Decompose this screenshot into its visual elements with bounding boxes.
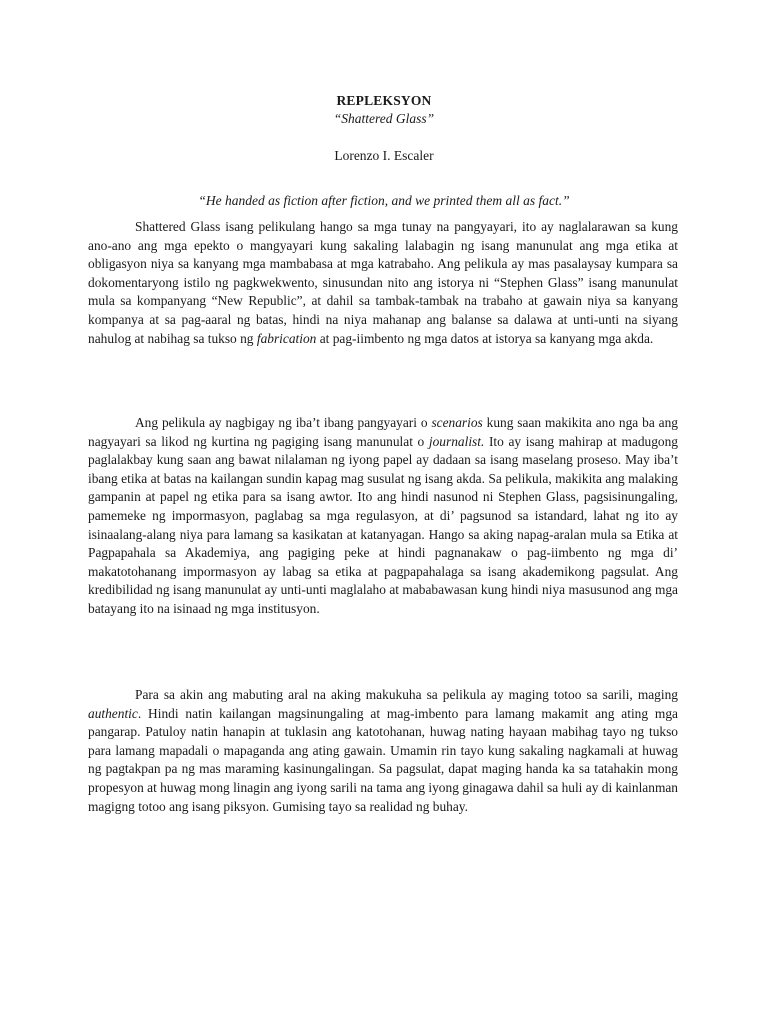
emphasis-text: fabrication xyxy=(256,330,317,346)
paragraph-text: at pag-iimbento ng mga datos at istorya sa kanyang mga akda. xyxy=(316,330,654,346)
author-name: Lorenzo I. Escaler xyxy=(334,148,434,163)
paragraph-3 xyxy=(88,686,678,816)
paragraph-text: . Hindi natin kailangan magsinungaling at mag-imbento para lamang makamit ang ating mga pangarap. Patuloy natin hanapin at tuklasin ang katotohanan, huwag nating hayaan mabihag tayo ng tukso para lamang mapadali o mapaganda ang ating gawain. Umamin rin tayo kung sakaling nagkamali at huwag ng pagtakpan pa ng mas maraming kasinungalingan. Sa pagsulat, dapat maging handa ka sa tatahakin mong propesyon at huwag mong linagin ang iyong sarili na tama ang iyong ginagawa dahil sa huli ay di kainlanman magigng totoo ang isang piksyon. Gumising tayo sa realidad ng buhay. xyxy=(88,705,678,814)
emphasis-text: authentic xyxy=(88,705,138,721)
paragraph-text: Ito ay isang mahirap at madugong paglalakbay kung saan ang bawat nilalaman ng iyong papel ay dadaan sa isang maselang proseso. May iba’t ibang etika at batas na kailangan sundin kapag mag susulat ng isang akda. Sa pelikula, makikita ang malaking gampanin at papel ng etika para sa isang awtor. Ito ang hindi nasunod ni Stephen Glass, pagsisinungaling, pamemeke ng impormasyon, paglabag sa mga regulasyon, at di’ pagsunod sa istandard, lahat ng ito ay isinaalang-alang niya para lamang sa kasikatan at katanyagan. Hango sa aking napag-aralan mula sa Etika at Pagpapahala sa Akademiya, ang pagiging peke at hindi pagnanakaw o pag-iimbento ng mga di’ makatotohanang impormasyon ay labag sa etika at pagpapahalaga sa isang akademikong pagsulat. Ang kredibilidad ng isang manunulat ay unti-unti maglalaho at mababawasan kung hindi niya masusunod ang mga batayang ito na isinaad ng mga institusyon. xyxy=(88,433,678,616)
paragraph-1 xyxy=(88,218,678,348)
epigraph-quote: “He handed as fiction after fiction, and we printed them all as fact.” xyxy=(198,193,570,208)
paragraph-text: Para sa akin ang mabuting aral na aking makukuha sa pelikula ay maging totoo sa sarili, maging xyxy=(135,687,678,702)
paragraph-text: Ang pelikula ay nagbigay ng iba’t ibang pangyayari o xyxy=(135,415,432,430)
paragraph-text: kung saan makikita ano nga ba ang nagyayari sa likod ng kurtina ng pagiging isang manunulat o xyxy=(88,415,678,449)
document-subtitle: “Shattered Glass” xyxy=(333,111,435,126)
emphasis-text: journalist. xyxy=(428,433,485,449)
paragraph-2 xyxy=(88,414,678,619)
document-title: REPLEKSYON xyxy=(336,93,432,108)
emphasis-text: scenarios xyxy=(431,415,483,430)
paragraph-text: Shattered Glass isang pelikulang hango sa mga tunay na pangyayari, ito ay naglalarawan sa kung ano-ano ang mga epekto o mangyayari kung sakaling lalabagin ng isang manunulat ang mga etika at obligasyon niya sa kanyang mga mambabasa at mga katrabaho. Ang pelikula ay mas pasalaysay kumpara sa dokomentaryong istilo ng pagkwekwento, sinusundan nito ang istorya ni “Stephen Glass” isang manunulat mula sa kompanyang “New Republic”, at dahil sa tambak-tambak na trabaho at gawain niya sa kanyang kompanya at sa pag-aaral ng batas, hindi na niya mahanap ang balanse sa dalawa at unti-unti na siyang nahulog at nabihag sa tukso ng xyxy=(88,219,678,346)
